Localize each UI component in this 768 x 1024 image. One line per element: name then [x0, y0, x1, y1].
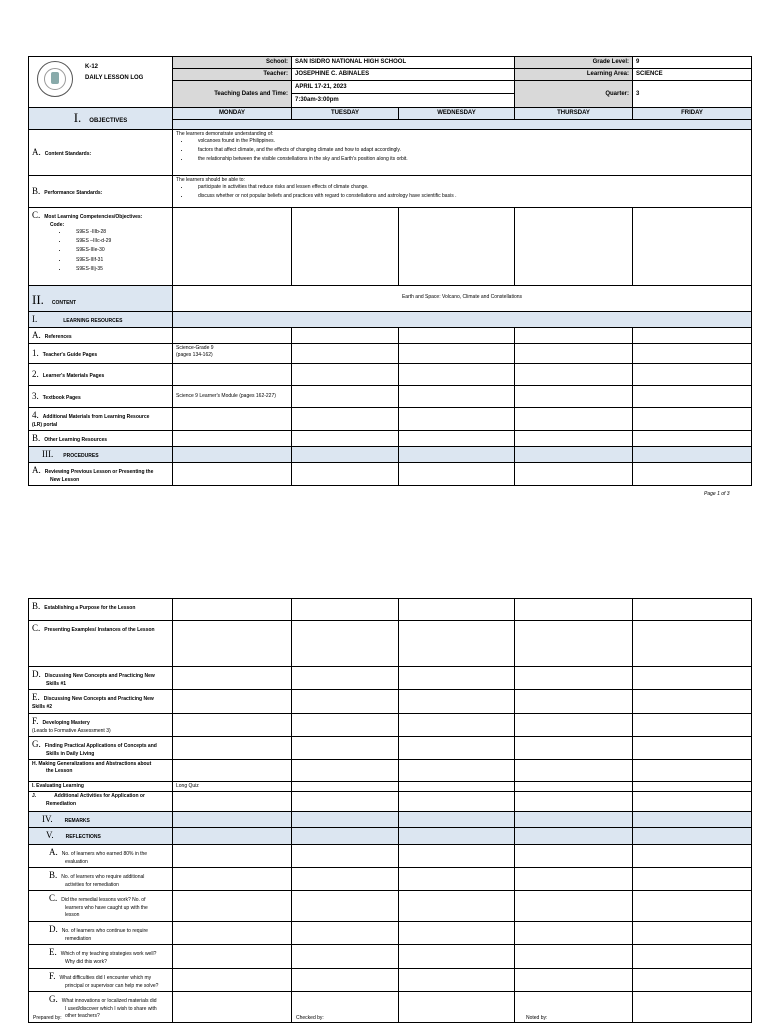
teacher-value: JOSEPHINE C. ABINALES — [292, 69, 515, 81]
day-monday: MONDAY — [173, 107, 292, 119]
reflection-a: A. No. of learners who earned 80% in the evaluation — [29, 844, 173, 867]
teachers-guide-label: 1. Teacher's Guide Pages — [29, 343, 173, 363]
day-wednesday: WEDNESDAY — [399, 107, 515, 119]
additional-materials-label: 4. Additional Materials from Learning Resource (LR) portal — [29, 407, 173, 430]
evaluating-text: Long Quiz — [173, 782, 292, 792]
header-logo-cell — [29, 57, 173, 108]
reflection-g: G. What innovations or localized materials did I used/discover which I wish to share with other teachers? — [29, 992, 173, 1023]
reflection-e: E. Which of my teaching strategies work well? Why did this work? — [29, 945, 173, 968]
concepts-2-label: E. Discussing New Concepts and Practicing New Skills #2 — [29, 690, 173, 713]
other-resources-label: B. Other Learning Resources — [29, 430, 173, 446]
day-tuesday: TUESDAY — [292, 107, 399, 119]
learners-materials-label: 2. Learner's Materials Pages — [29, 363, 173, 385]
code-item: • S9ES-IIIj-35 — [68, 266, 169, 273]
quarter-label: Quarter: — [515, 81, 633, 108]
purpose-label: B. Establishing a Purpose for the Lesson — [29, 599, 173, 621]
quarter-value: 3 — [633, 81, 752, 108]
code-item: • S9ES –IIIc-d-29 — [68, 238, 169, 245]
code-item: • S9ES-IIIf-31 — [68, 257, 169, 264]
grade-label: Grade Level: — [515, 57, 633, 69]
teachers-guide-text: Science-Grade 9 (pages 134-162) — [173, 343, 292, 363]
time-value: 7:30am-3:00pm — [295, 97, 339, 103]
performance-standards-text: The learners should be able to: • participate in activities that reduce risks and lessen effects of climate change. • discuss whether or not popular beliefs and practices with regard to constellations and astrology have scientific basis . — [173, 175, 752, 207]
day-friday: FRIDAY — [633, 107, 752, 119]
school-value: SAN ISIDRO NATIONAL HIGH SCHOOL — [292, 57, 515, 69]
teacher-label: Teacher: — [173, 69, 292, 81]
k12-label: K-12 — [85, 64, 99, 70]
deped-seal-icon — [37, 61, 73, 97]
textbook-text: Science 9 Learner's Module (pages 162-227) — [173, 385, 292, 407]
school-label: School: — [173, 57, 292, 69]
lesson-log-table-page1 — [28, 56, 752, 486]
lesson-log-table-page2 — [28, 598, 752, 1023]
reflection-d: D. No. of learners who continue to require remediation — [29, 922, 173, 945]
dates-value: APRIL 17-21, 2023 — [292, 81, 514, 94]
checked-by-label: Checked by: — [296, 1015, 324, 1021]
competencies-label: C. Most Learning Competencies/Objectives: Code: • S9ES -IIIb-28 • S9ES –IIIc-d-29 • S9ES-IIIe-30 • S9ES-IIIf-31 • S9ES-IIIj-35 — [29, 207, 173, 285]
concepts-1-label: D. Discussing New Concepts and Practicing New Skills #1 — [29, 667, 173, 690]
dates-cell — [292, 81, 515, 108]
generalizations-label: H. Making Generalizations and Abstractions about the Lesson — [29, 760, 173, 782]
remarks-heading: IV. REMARKS — [29, 812, 173, 828]
content-standards-label: A. Content Standards: — [29, 129, 173, 175]
objectives-heading: I. OBJECTIVES — [29, 107, 173, 129]
area-value: SCIENCE — [633, 69, 752, 81]
prepared-by-label: Prepared by: — [33, 1015, 62, 1021]
code-item: • S9ES-IIIe-30 — [68, 247, 169, 254]
reflection-f: F. What difficulties did I encounter which my principal or supervisor can help me solve? — [29, 968, 173, 991]
reflection-c: C. Did the remedial lessons work? No. of learners who have caught up with the lesson — [29, 891, 173, 922]
dates-label: Teaching Dates and Time: — [173, 81, 292, 108]
textbook-label: 3. Textbook Pages — [29, 385, 173, 407]
code-item: • S9ES -IIIb-28 — [68, 229, 169, 236]
learning-resources-heading: I. LEARNING RESOURCES — [29, 311, 173, 327]
evaluating-label: I. Evaluating Learning — [29, 782, 173, 792]
mastery-label: F. Developing Mastery (Leads to Formative Assessment 3) — [29, 713, 173, 736]
content-heading: II. CONTENT — [29, 285, 173, 311]
day-thursday: THURSDAY — [515, 107, 633, 119]
page-number: Page 1 of 3 — [704, 491, 730, 497]
content-standards-text: The learners demonstrate understanding of: • volcanoes found in the Philippines. • factors that affect climate, and the effects of changing climate and how to adapt accordingly. • the relationship between the visible constellations in the sky and Earth's position along its orbit. — [173, 129, 752, 175]
reflection-b: B. No. of learners who require additional activities for remediation — [29, 867, 173, 890]
references-label: A. References — [29, 327, 173, 343]
grade-value: 9 — [633, 57, 752, 69]
examples-label: C. Presenting Examples/ Instances of the Lesson — [29, 621, 173, 667]
additional-activities-label: J. Additional Activities for Application or Remediation — [29, 792, 173, 812]
reflections-heading: V. REFLECTIONS — [29, 828, 173, 844]
noted-by-label: Noted by: — [526, 1015, 548, 1021]
area-label: Learning Area: — [515, 69, 633, 81]
procedures-heading: III. PROCEDURES — [29, 446, 173, 462]
page-title: DAILY LESSON LOG — [85, 75, 144, 82]
applications-label: G. Finding Practical Applications of Concepts and Skills in Daily Living — [29, 736, 173, 759]
reviewing-lesson-label: A. Reviewing Previous Lesson or Presenting the New Lesson — [29, 463, 173, 486]
content-text: Earth and Space: Volcano, Climate and Constellations — [173, 285, 752, 311]
performance-standards-label: B. Performance Standards: — [29, 175, 173, 207]
